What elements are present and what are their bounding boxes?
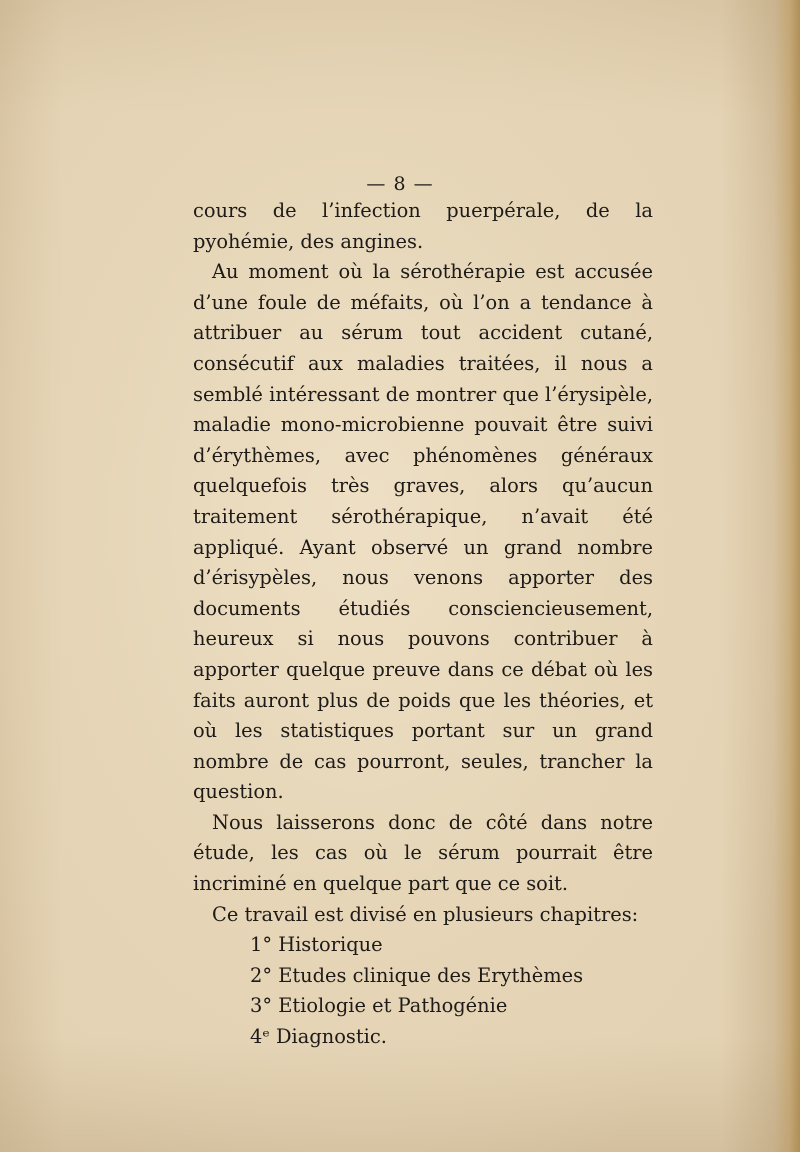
chapter-item-3: 3° Etiologie et Pathogénie — [250, 994, 508, 1018]
chapter-item-2: 2° Etudes clinique des Erythèmes — [250, 963, 584, 987]
chapter-item-1: 1° Historique — [250, 933, 383, 957]
paragraph-scope: Nous laisserons donc de côté dans notre étude, les cas où le sérum pourrait être incriminé en quelque part que ce soit. — [193, 810, 653, 896]
body-text — [193, 196, 653, 1053]
paragraph-serotherapy: Au moment où la sérothérapie est accusée d’une foule de méfaits, où l’on a tendance à attribuer au sérum tout accident cutané, consécutif aux maladies traitées, il nous a semblé intéressant de montrer que l’érysipèle, maladie mono-microbienne pouvait être suivi d’érythèmes, avec phénomènes généraux quelquefois très graves, alors qu’aucun traitement sérothérapique, n’avait été appliqué. Ayant observé un grand nombre d’érisypèles, nous venons apporter des documents étudiés consciencieusement, heureux si nous pouvons contribuer à apporter quelque preuve dans ce débat où les faits auront plus de poids que les théories, et où les statistiques portant sur un grand nombre de cas pourront, seules, trancher la question. — [193, 260, 653, 804]
chapter-list — [193, 930, 653, 1052]
page-number: — 8 — — [366, 173, 434, 195]
paragraph-chapters-intro: Ce travail est divisé en plusieurs chapitres: — [212, 902, 639, 926]
paragraph-continuation: cours de l’infection puerpérale, de la pyohémie, des angines. — [193, 199, 653, 253]
chapter-item-4: 4ᵉ Diagnostic. — [250, 1025, 387, 1049]
